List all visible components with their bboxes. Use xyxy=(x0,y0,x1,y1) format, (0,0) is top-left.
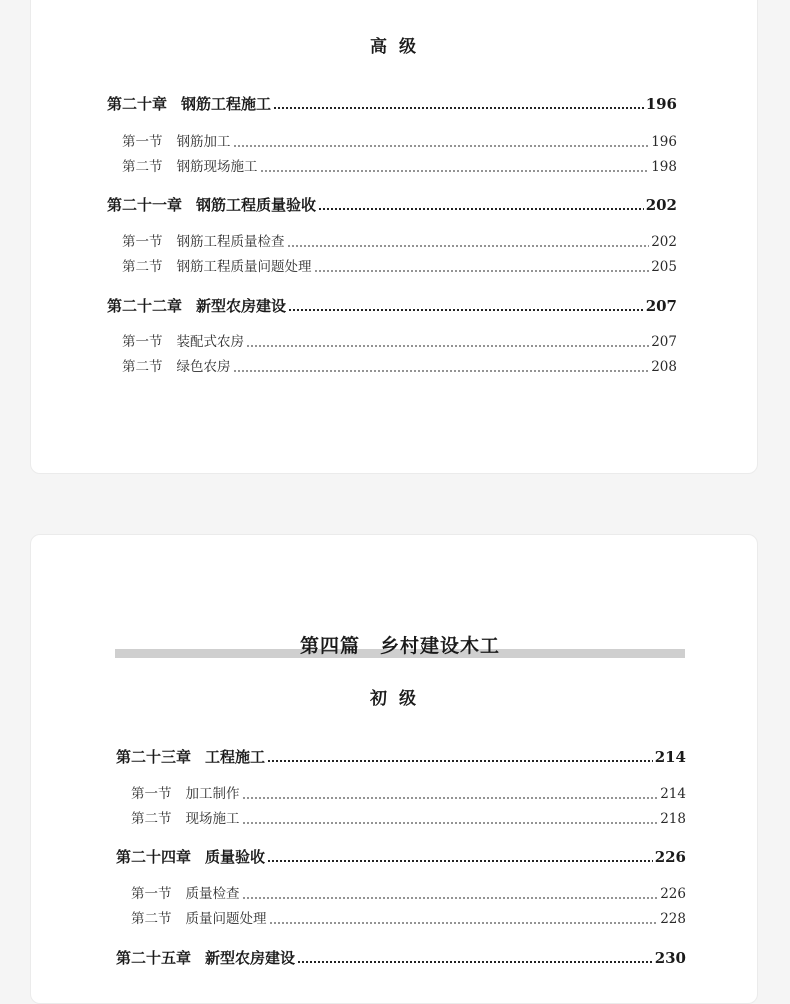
toc-section-entry[interactable]: 第一节 加工制作 214 xyxy=(131,786,686,802)
dot-leader xyxy=(260,169,650,173)
page-number: 214 xyxy=(654,748,686,766)
level-heading: 初 级 xyxy=(370,689,418,709)
toc-chapter-entry[interactable]: 第二十章 钢筋工程施工 196 xyxy=(107,95,677,113)
toc-section-entry[interactable]: 第一节 装配式农房 207 xyxy=(122,334,677,350)
dot-leader xyxy=(242,796,659,800)
toc-section-entry[interactable]: 第一节 钢筋加工 196 xyxy=(122,134,677,150)
toc-chapter-entry[interactable]: 第二十二章 新型农房建设 207 xyxy=(107,297,677,315)
page-number: 218 xyxy=(660,811,686,827)
dot-leader xyxy=(287,244,650,248)
page-number: 207 xyxy=(645,297,677,315)
dot-leader xyxy=(297,960,653,964)
page-number: 196 xyxy=(651,134,677,150)
dot-leader xyxy=(242,896,659,900)
toc-card-advanced xyxy=(30,0,758,474)
toc-section-entry[interactable]: 第一节 钢筋工程质量检查 202 xyxy=(122,234,677,250)
toc-chapter-entry[interactable]: 第二十五章 新型农房建设 230 xyxy=(116,949,686,967)
toc-chapter-entry[interactable]: 第二十三章 工程施工 214 xyxy=(116,748,686,766)
page-number: 202 xyxy=(651,234,677,250)
part-title: 第四篇 乡村建设木工 xyxy=(299,635,500,657)
toc-section-entry[interactable]: 第二节 现场施工 218 xyxy=(131,811,686,827)
dot-leader xyxy=(269,921,659,925)
page-number: 207 xyxy=(651,334,677,350)
dot-leader xyxy=(246,344,649,348)
dot-leader xyxy=(267,759,653,763)
toc-chapter-entry[interactable]: 第二十四章 质量验收 226 xyxy=(116,848,686,866)
page-number: 228 xyxy=(660,911,686,927)
toc-section-entry[interactable]: 第二节 钢筋现场施工 198 xyxy=(122,159,677,175)
page-number: 230 xyxy=(654,949,686,967)
page-number: 226 xyxy=(654,848,686,866)
dot-leader xyxy=(267,859,653,863)
toc-section-entry[interactable]: 第一节 质量检查 226 xyxy=(131,886,686,902)
dot-leader xyxy=(273,106,644,110)
dot-leader xyxy=(314,269,650,273)
toc-section-entry[interactable]: 第二节 绿色农房 208 xyxy=(122,359,677,375)
dot-leader xyxy=(233,144,650,148)
toc-section-entry[interactable]: 第二节 钢筋工程质量问题处理 205 xyxy=(122,259,677,275)
page-number: 214 xyxy=(660,786,686,802)
toc-card-part-four xyxy=(30,534,758,1004)
page-number: 226 xyxy=(660,886,686,902)
page-number: 205 xyxy=(651,259,677,275)
page-number: 196 xyxy=(645,95,677,113)
dot-leader xyxy=(242,821,659,825)
page-number: 198 xyxy=(651,159,677,175)
dot-leader xyxy=(318,207,644,211)
page-number: 202 xyxy=(645,196,677,214)
level-heading: 高 级 xyxy=(370,37,418,57)
toc-chapter-entry[interactable]: 第二十一章 钢筋工程质量验收 202 xyxy=(107,196,677,214)
dot-leader xyxy=(233,369,650,373)
toc-section-entry[interactable]: 第二节 质量问题处理 228 xyxy=(131,911,686,927)
dot-leader xyxy=(288,308,644,312)
page-number: 208 xyxy=(651,359,677,375)
